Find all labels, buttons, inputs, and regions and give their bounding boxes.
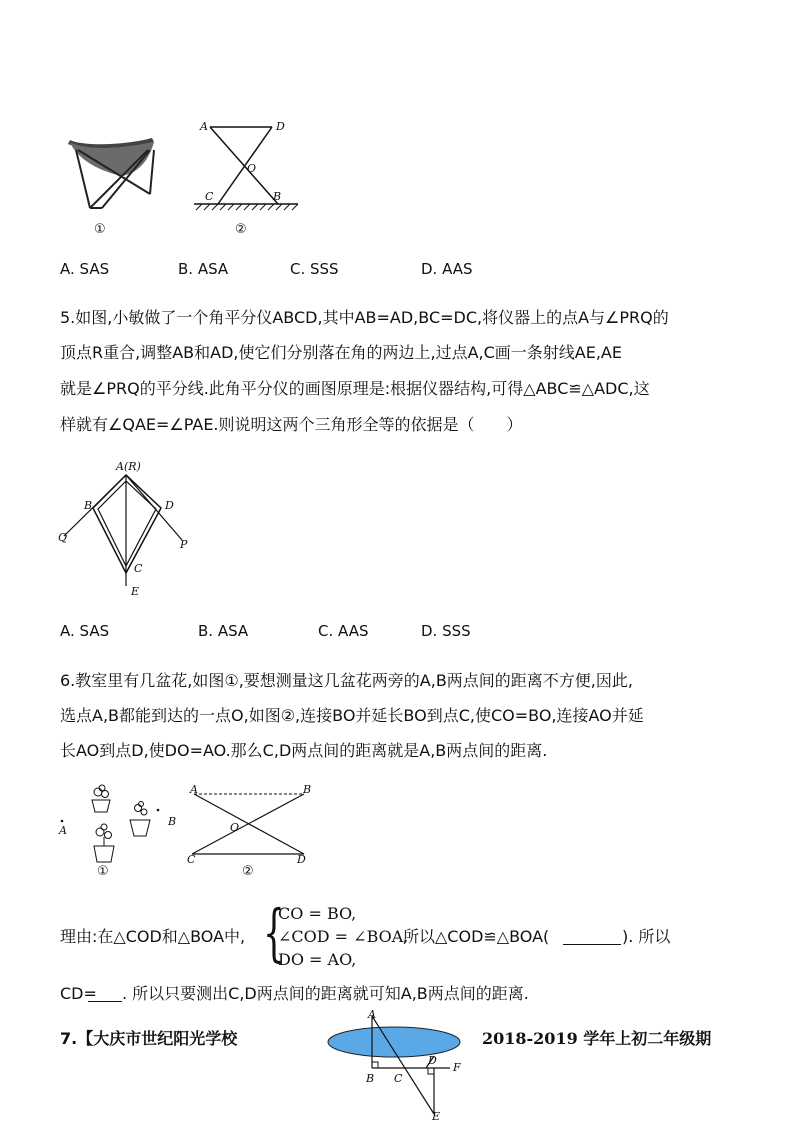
q4-option-d: D. AAS <box>421 260 473 278</box>
q6-reason-suffix-1: 所以△COD≌△BOA( <box>403 927 550 946</box>
q4-option-b: B. ASA <box>178 260 229 278</box>
q6-fig2-label-a: A <box>190 783 198 796</box>
q5-option-b: B. ASA <box>198 622 249 640</box>
q7-heading-left: 7.【大庆市世纪阳光学校 <box>60 1029 238 1048</box>
q5-label-a: A(R) <box>116 460 141 473</box>
q5-option-a: A. SAS <box>60 622 110 640</box>
q5-label-d: D <box>165 499 174 512</box>
q6-reason-suffix-2: ). 所以 <box>622 927 671 946</box>
q5-line-3: 就是∠PRQ的平分线.此角平分仪的画图原理是:根据仪器结构,可得△ABC≌△ADC,这 <box>60 379 650 398</box>
q6-system-line-3: DO = AO, <box>278 950 357 969</box>
flower-pots-figure <box>58 782 168 867</box>
q6-system-line-1: CO = BO, <box>278 904 357 923</box>
q7-label-a: A <box>368 1008 376 1021</box>
q5-line-2: 顶点R重合,调整AB和AD,使它们分别落在角的两边上,过点A,C画一条射线AE,AE <box>60 343 622 362</box>
q6-fig2-label-d: D <box>297 853 306 866</box>
q4-option-c: C. SSS <box>290 260 339 278</box>
q6-fig1-label-a: A <box>59 824 67 837</box>
q6-answer-blank-2[interactable] <box>88 1000 122 1002</box>
q6-answer-blank-1[interactable] <box>563 943 621 945</box>
q5-label-p: P <box>180 538 188 551</box>
q6-figure2-caption: ② <box>242 864 254 879</box>
q6-fig2-label-o: O <box>230 821 240 834</box>
q4-figure1-caption: ① <box>94 222 106 237</box>
q5-option-c: C. AAS <box>318 622 369 640</box>
q7-label-e: E <box>432 1110 441 1123</box>
left-brace: { <box>263 896 285 969</box>
q6-line-2: 选点A,B都能到达的一点O,如图②,连接BO并延长BO到点C,使CO=BO,连接AO并延 <box>60 706 644 725</box>
q5-label-b: B <box>84 499 93 512</box>
angle-bisector-instrument-figure <box>58 468 198 598</box>
q5-line-4: 样就有∠QAE=∠PAE.则说明这两个三角形全等的依据是（ ） <box>60 415 523 434</box>
q4-label-c: C <box>205 190 214 203</box>
q7-label-b: B <box>366 1072 375 1085</box>
q7-label-d: D <box>428 1054 437 1067</box>
flower-pot-icon <box>92 785 110 812</box>
q5-label-c: C <box>134 562 143 575</box>
q6-fig2-label-b: B <box>303 783 312 796</box>
q4-label-a: A <box>200 120 208 133</box>
q7-label-f: F <box>453 1061 461 1074</box>
q6-fig1-label-b: B <box>168 815 177 828</box>
q6-cd-prefix: CD= <box>60 984 97 1003</box>
q7-heading-right: 2018-2019 学年上初二年级期 <box>482 1029 712 1048</box>
q6-system-line-2: ∠COD = ∠BOA, <box>278 927 409 946</box>
q6-line-3: 长AO到点D,使DO=AO.那么C,D两点间的距离就是A,B两点间的距离. <box>60 741 548 760</box>
q4-label-o: O <box>247 162 257 175</box>
q4-label-b: B <box>273 190 282 203</box>
q7-label-c: C <box>394 1072 403 1085</box>
q5-label-e: E <box>131 585 140 598</box>
q4-label-d: D <box>276 120 285 133</box>
q5-label-q: Q <box>58 531 68 544</box>
q6-cd-suffix: . 所以只要测出C,D两点间的距离就可知A,B两点间的距离. <box>122 984 529 1003</box>
flower-pot-icon <box>94 824 114 862</box>
q4-figure2-caption: ② <box>235 222 247 237</box>
q6-figure1-caption: ① <box>97 864 109 879</box>
pond-measure-figure <box>322 1008 472 1123</box>
distance-measure-figure <box>186 784 311 864</box>
q6-reason-prefix: 理由:在△COD和△BOA中, <box>60 927 246 946</box>
q4-option-a: A. SAS <box>60 260 110 278</box>
q6-fig2-label-c: C <box>187 853 196 866</box>
q6-line-1: 6.教室里有几盆花,如图①,要想测量这几盆花两旁的A,B两点间的距离不方便,因此, <box>60 671 633 690</box>
q5-line-1: 5.如图,小敏做了一个角平分仪ABCD,其中AB=AD,BC=DC,将仪器上的点A与∠PRQ的 <box>60 308 669 327</box>
q5-option-d: D. SSS <box>421 622 471 640</box>
folding-stool-figure <box>62 128 162 218</box>
flower-pot-icon <box>130 802 150 837</box>
